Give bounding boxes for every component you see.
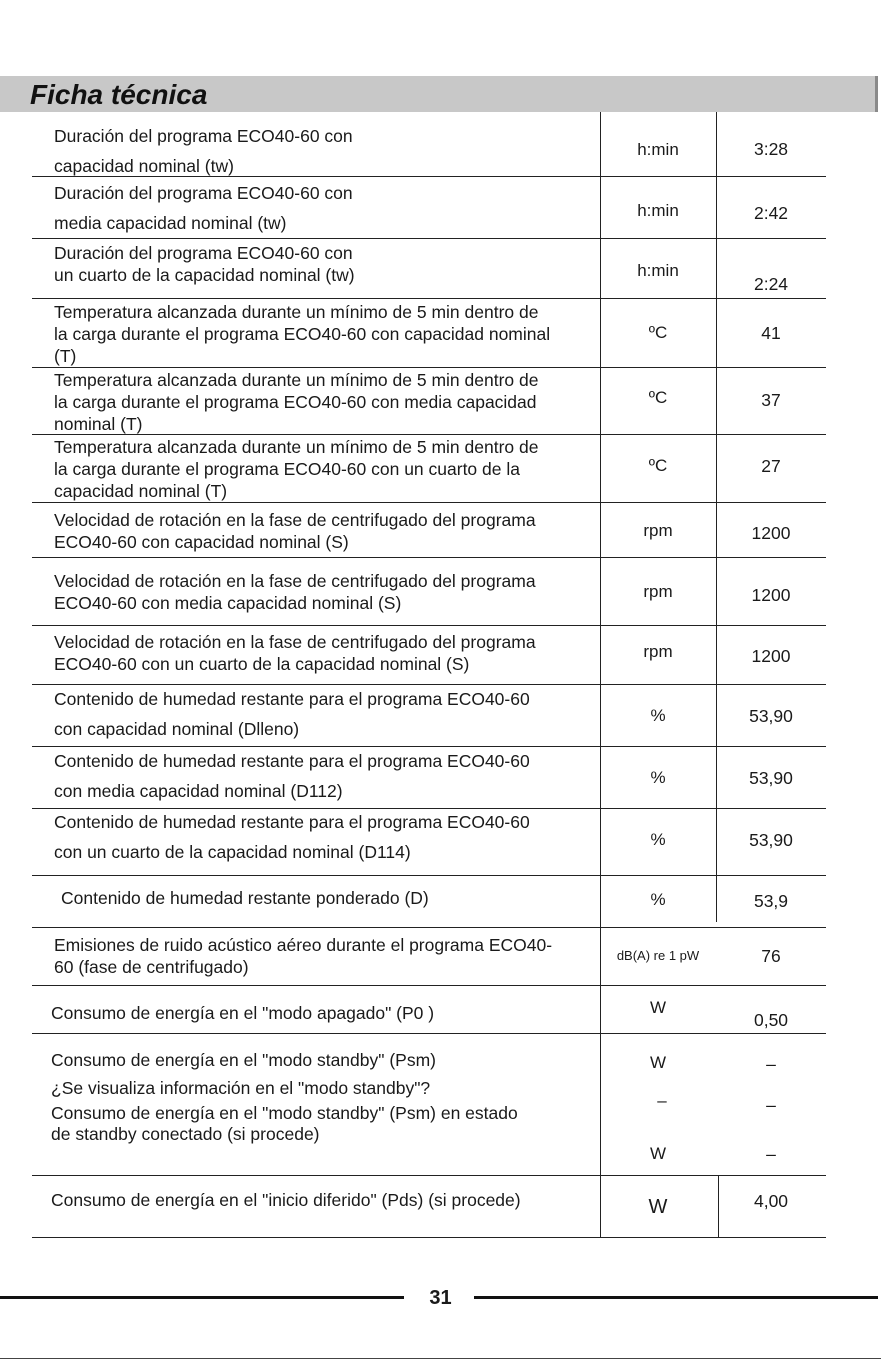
table-row [32,368,826,435]
row-unit: h:min [637,140,679,159]
row-unit: W [648,1196,668,1218]
desc-line: Consumo de energía en el "inicio diferido" (Pds) (si procede) [51,1190,521,1210]
desc-line: capacidad nominal (tw) [54,156,234,176]
row-description [54,809,530,869]
row-unit: W [649,998,667,1017]
desc-line: con un cuarto de la capacidad nominal (D114) [54,842,411,862]
row-unit: h:min [637,201,679,220]
row-description [54,369,538,435]
bottom-rule [0,1358,881,1359]
desc-line: ECO40-60 con un cuarto de la capacidad nominal (S) [54,654,470,674]
row-unit: dB(A) re 1 pW [616,948,700,963]
table-row [32,809,826,876]
row-description [54,301,550,367]
table-row [32,299,826,368]
table-row [32,626,826,685]
row-description [54,179,353,239]
desc-line: ¿Se visualiza información en el "modo standby"? [51,1078,431,1098]
desc-line: Duración del programa ECO40-60 con [54,126,353,146]
row-description [61,887,429,909]
row-value: 53,9 [753,891,789,911]
row-unit: ºC [648,388,668,407]
row-description [54,242,355,286]
row-description [51,1047,518,1145]
desc-line: un cuarto de la capacidad nominal (tw) [54,265,355,285]
desc-line: Temperatura alcanzada durante un mínimo de 5 min dentro de [54,302,539,322]
table-row [32,239,826,299]
row-unit: rpm [643,521,673,540]
desc-line: Temperatura alcanzada durante un mínimo de 5 min dentro de [54,370,539,390]
row-description [54,120,353,180]
desc-line: Contenido de humedad restante para el programa ECO40-60 [54,689,530,709]
table-row [32,1176,826,1238]
row-value: 2:42 [753,203,789,223]
desc-line: Emisiones de ruido acústico aéreo durante el programa ECO40- [54,935,553,955]
table-row [32,1034,826,1176]
row-value: 27 [761,456,781,476]
row-unit: % [650,706,666,725]
row-value: 1200 [751,646,791,666]
table-row [32,503,826,558]
desc-line: Consumo de energía en el "modo standby" (Psm) [51,1050,436,1070]
desc-line: la carga durante el programa ECO40-60 con capacidad nominal [54,324,551,344]
desc-line: la carga durante el programa ECO40-60 con media capacidad [54,392,537,412]
table-row [32,747,826,809]
row-description [54,509,536,553]
row-unit: h:min [637,261,679,280]
row-description [54,436,538,502]
row-unit: W [649,1053,667,1072]
row-description [54,934,552,978]
desc-line: 60 (fase de centrifugado) [54,957,249,977]
row-value: 2:24 [753,274,789,294]
row-value: 0,50 [753,1010,789,1030]
row-unit: ºC [648,323,668,342]
row-description [54,748,530,808]
row-unit: W [649,1144,667,1163]
desc-line: ECO40-60 con media capacidad nominal (S) [54,593,402,613]
desc-line: media capacidad nominal (tw) [54,213,287,233]
desc-line: (T) [54,346,77,366]
table-row [32,112,826,177]
desc-line: con media capacidad nominal (D112) [54,781,343,801]
row-value: 41 [761,323,781,343]
desc-line: ECO40-60 con capacidad nominal (S) [54,532,349,552]
table-row [32,558,826,626]
footer-line-right [474,1296,878,1299]
desc-line: de standby conectado (si procede) [51,1124,320,1144]
row-description [54,631,536,675]
table-row [32,435,826,503]
row-description [51,1189,521,1211]
row-value: 37 [761,390,781,410]
table-row [32,928,826,986]
desc-line: Velocidad de rotación en la fase de centrifugado del programa [54,632,536,652]
row-value: 4,00 [753,1191,789,1211]
table-row [32,986,826,1034]
desc-line: Duración del programa ECO40-60 con [54,243,353,263]
row-value: – [766,1144,776,1164]
page-number: 31 [429,1287,452,1309]
row-value: 1200 [751,523,791,543]
desc-line: Velocidad de rotación en la fase de centrifugado del programa [54,510,536,530]
desc-line: Duración del programa ECO40-60 con [54,183,353,203]
row-unit: ºC [648,456,668,475]
row-unit: rpm [643,582,673,601]
table-row [32,685,826,747]
row-description [51,1002,434,1024]
row-description [54,570,536,614]
desc-line: Contenido de humedad restante para el programa ECO40-60 [54,812,530,832]
desc-line: capacidad nominal (T) [54,481,228,501]
desc-line: con capacidad nominal (Dlleno) [54,719,300,739]
row-value: 1200 [751,585,791,605]
desc-line: Contenido de humedad restante ponderado (D) [61,888,429,908]
desc-line: nominal (T) [54,414,143,434]
row-value: – [766,1095,776,1115]
desc-line: la carga durante el programa ECO40-60 con un cuarto de la [54,459,520,479]
row-description [54,686,530,746]
table-row [32,876,826,928]
row-unit: % [650,830,666,849]
row-value: 53,90 [749,768,793,788]
desc-line: Contenido de humedad restante para el programa ECO40-60 [54,751,530,771]
row-unit: % [650,768,666,787]
desc-line: Consumo de energía en el "modo apagado" (P0 ) [51,1003,435,1023]
row-unit: rpm [643,642,673,661]
table-row [32,177,826,239]
row-unit: % [650,890,666,909]
row-unit: – [657,1091,667,1110]
header-bar-edge [875,76,878,112]
desc-line: Temperatura alcanzada durante un mínimo de 5 min dentro de [54,437,539,457]
row-value: – [766,1054,776,1074]
desc-line: Velocidad de rotación en la fase de centrifugado del programa [54,571,536,591]
row-value: 76 [761,946,781,966]
page-title: Ficha técnica [30,79,208,110]
desc-line: Consumo de energía en el "modo standby" (Psm) en estado [51,1103,518,1123]
row-value: 3:28 [753,139,789,159]
row-value: 53,90 [749,706,793,726]
row-value: 53,90 [749,830,793,850]
